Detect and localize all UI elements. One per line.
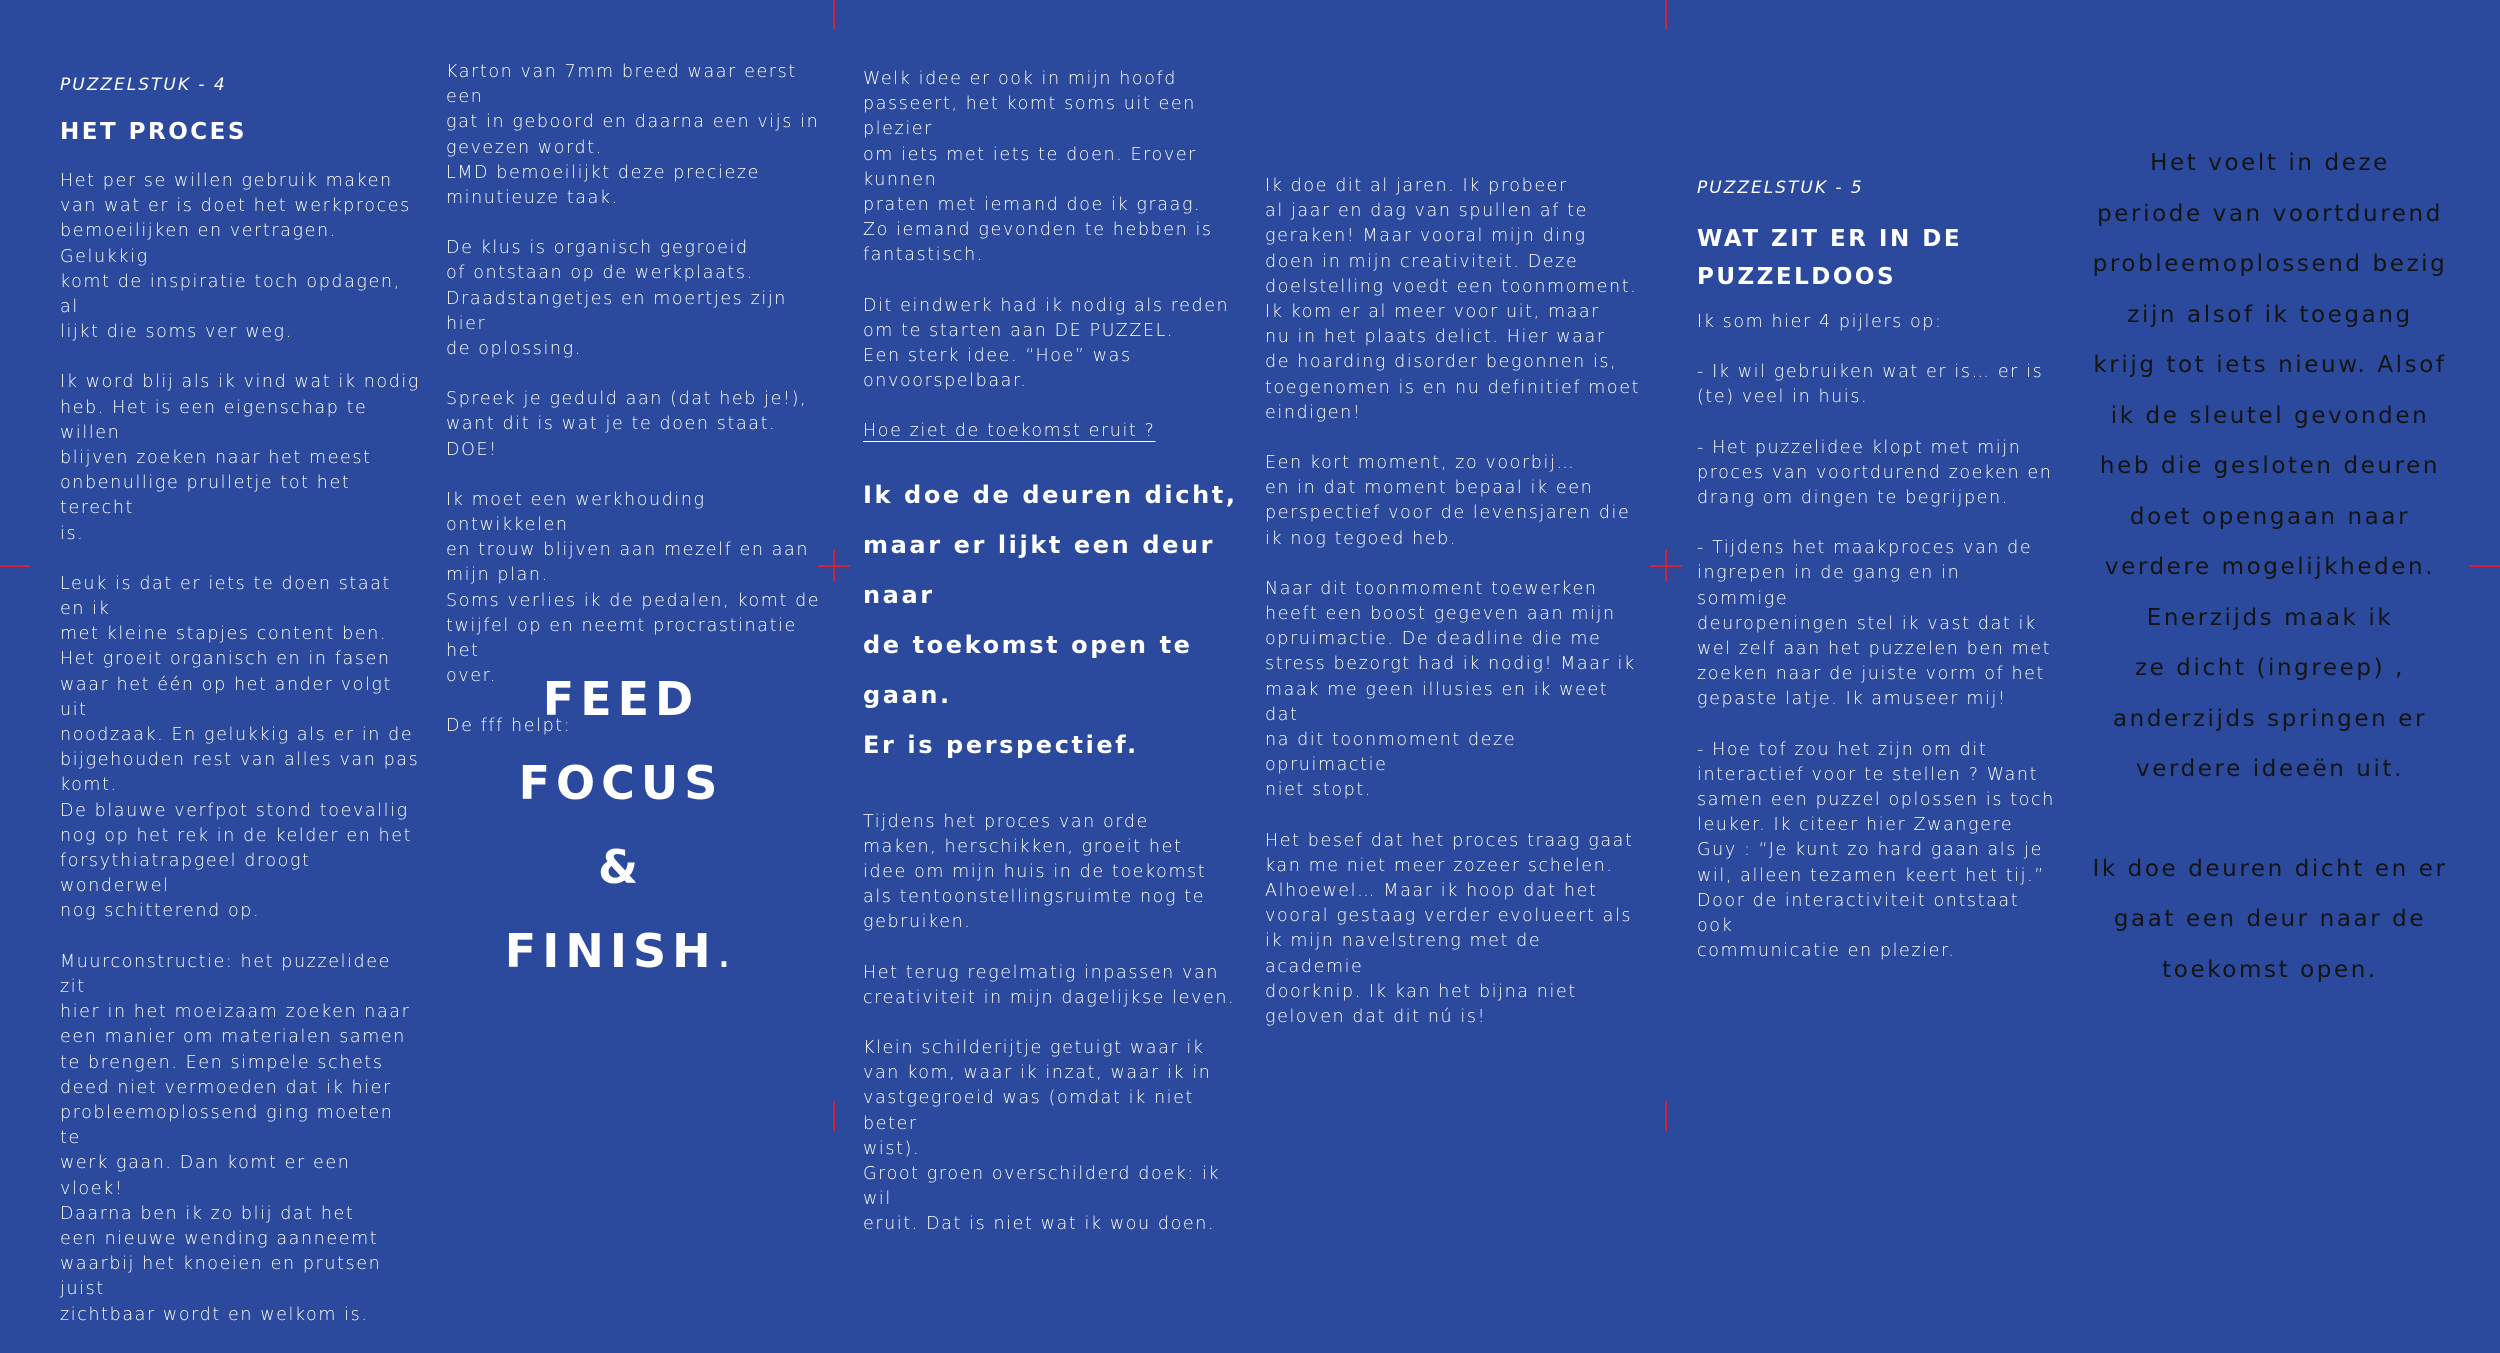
body-paragraph: Naar dit toonmoment toewerken heeft een boost gegeven aan mijn opruimactie. De deadline die me stress bezorgt had ik nodig! Maar ik maak me geen illusies en ik weet dat na dit toonmoment deze opruimactie niet stopt. xyxy=(1265,578,1636,801)
body-paragraph: Klein schilderijtje getuigt waar ik van kom, waar ik inzat, waar ik in vastgegroeid was (omdat ik niet beter wist). Groot groen overschilderd doek: ik wil eruit. Dat is niet wat ik wou doen. xyxy=(863,1038,1221,1235)
crop-mark xyxy=(1665,0,1667,30)
closing-quote: Het voelt in deze periode van voortdurend probleemoplossend bezig zijn alsof ik toegang krijg tot iets nieuw. Alsof ik de sleutel gevonden heb die gesloten deuren doet opengaan naar verdere mogelijkheden. Enerzijds maak ik ze dicht (ingreep) , anderzijds springen er verdere ideeën uit. xyxy=(2092,150,2448,782)
link-paragraph xyxy=(863,419,1243,444)
body-paragraph: De fff helpt: xyxy=(446,716,572,737)
body-paragraph: Een kort moment, zo voorbij… en in dat moment bepaal ik een perspectief voor de levensjaren die ik nog tegoed heb. xyxy=(1265,453,1631,549)
body-paragraph: Dit eindwerk had ik nodig als reden om te starten aan DE PUZZEL. Een sterk idee. “Hoe” was onvoorspelbaar. xyxy=(863,295,1230,392)
closing-quote: Ik doe deuren dicht en er gaat een deur naar de toekomst open. xyxy=(2092,855,2448,983)
column-5 xyxy=(1697,178,2057,989)
column-1 xyxy=(60,75,420,1353)
crop-mark xyxy=(833,0,835,30)
registration-mark xyxy=(1665,550,1667,582)
fff-word: FEED xyxy=(542,672,700,726)
body-paragraph: Ik doe dit al jaren. Ik probeer al jaar en dag van spullen af te geraken! Maar vooral mijn ding doen in mijn creativiteit. Deze doelstelling voedt een toonmoment. Ik kom er al meer voor uit, maar nu in het plaats delict. Hier waar de hoarding disorder begonnen is, toegenomen is en nu definitief moet eindigen! xyxy=(1265,176,1641,423)
body-paragraph: Welk idee er ook in mijn hoofd passeert, het komt soms uit een plezier om iets met iets te doen. Erover kunnen praten met iemand doe ik graag. Zo iemand gevonden te hebben is fantastisch. xyxy=(863,69,1213,266)
body-paragraph: Het besef dat het proces traag gaat kan me niet meer zozeer schelen. Alhoewel… Maar ik hoop dat het vooral gestaag verder evolueert als ik mijn navelstreng met de academie doorknip. Ik kan het bijna niet geloven dat dit nú is! xyxy=(1265,830,1634,1028)
fff-word: & xyxy=(597,840,645,894)
body-paragraph: - Hoe tof zou het zijn om dit interactief voor te stellen ? Want samen een puzzel oplossen is toch leuker. Ik citeer hier Zwangere Guy : “Je kunt zo hard gaan als je wil, alleen tezamen keert het tij.” Door de interactiviteit ontstaat ook communicatie en plezier. xyxy=(1697,739,2055,962)
crop-mark xyxy=(0,565,30,567)
body-paragraph: Karton van 7mm breed waar eerst een gat in geboord en daarna een vijs in gevezen wordt. LMD bemoeilijkt deze precieze minutieuze taak. xyxy=(446,62,820,209)
section-label: PUZZELSTUK - 4 xyxy=(60,75,227,95)
body-paragraph: Ik som hier 4 pijlers op: xyxy=(1697,312,1943,332)
fff-word-text: FINISH xyxy=(504,924,717,978)
fff-dot: . xyxy=(716,924,738,978)
fff-word: FOCUS xyxy=(518,756,724,810)
body-paragraph: De klus is organisch gegroeid of ontstaan op de werkplaats. Draadstangetjes en moertjes zijn hier de oplossing. xyxy=(446,238,787,360)
crop-mark xyxy=(1665,1101,1667,1131)
column-6 xyxy=(2070,138,2470,995)
body-paragraph: Ik moet een werkhouding ontwikkelen en trouw blijven aan mezelf en aan mijn plan. Soms verlies ik de pedalen, komt de twijfel op en neemt procrastinatie het over. xyxy=(446,489,821,687)
section-heading: HET PROCES xyxy=(60,119,247,145)
body-paragraph: Tijdens het proces van orde maken, herschikken, groeit het idee om mijn huis in de toekomst als tentoonstellingsruimte nog te gebruiken. xyxy=(863,811,1207,933)
column-4 xyxy=(1265,174,1645,1055)
section-heading: WAT ZIT ER IN DE PUZZELDOOS xyxy=(1697,226,1963,290)
body-paragraph: - Tijdens het maakproces van de ingrepen in de gang en in sommige deuropeningen stel ik vast dat ik wel zelf aan het puzzelen ben met zoeken naar de juiste vorm of het gepaste latje. Ik amuseer mij! xyxy=(1697,538,2052,710)
emphasis-statement: Ik doe de deuren dicht, maar er lijkt een deur naar de toekomst open te gaan. Er is perspectief. xyxy=(863,480,1238,759)
crop-mark xyxy=(2470,565,2500,567)
future-link[interactable]: Hoe ziet de toekomst eruit ? xyxy=(863,421,1156,442)
fff-word xyxy=(446,909,796,993)
body-paragraph: Het per se willen gebruik maken van wat er is doet het werkproces bemoeilijken en vertragen. Gelukkig komt de inspiratie toch opdagen, al lijkt die soms ver weg. xyxy=(60,171,411,343)
body-paragraph: Leuk is dat er iets te doen staat en ik met kleine stapjes content ben. Het groeit organisch en in fasen waar het één op het ander volgt uit noodzaak. En gelukkig als er in de bijgehouden rest van alles van pas komt. De blauwe verfpot stond toevallig nog op het rek in de kelder en het forsythiatrapgeel droogt wonderwel nog schitterend op. xyxy=(60,573,420,922)
body-paragraph: Het terug regelmatig inpassen van creativiteit in mijn dagelijkse leven. xyxy=(863,962,1236,1008)
body-paragraph: Spreek je geduld aan (dat heb je!), want dit is wat je te doen staat. DOE! xyxy=(446,389,808,460)
column-3 xyxy=(863,67,1243,1263)
fff-block xyxy=(446,657,796,993)
body-paragraph: Muurconstructie: het puzzelidee zit hier in het moeizaam zoeken naar een manier om materialen samen te brengen. Een simpele schets deed niet vermoeden dat ik hier probleemoplossend ging moeten te werk gaan. Dan komt er een vloek! Daarna ben ik zo blij dat het een nieuwe wending aanneemt waarbij het knoeien en prutsen juist zichtbaar wordt en welkom is. xyxy=(60,951,411,1325)
registration-mark xyxy=(833,550,835,582)
section-label: PUZZELSTUK - 5 xyxy=(1697,178,1864,198)
body-paragraph: - Het puzzelidee klopt met mijn proces van voortdurend zoeken en drang om dingen te begrijpen. xyxy=(1697,437,2053,509)
crop-mark xyxy=(833,1101,835,1131)
body-paragraph: Ik word blij als ik vind wat ik nodig heb. Het is een eigenschap te willen blijven zoeken naar het meest onbenullige prulletje tot het terecht is. xyxy=(60,372,420,544)
body-paragraph: - Ik wil gebruiken wat er is… er is (te) veel in huis. xyxy=(1697,362,2044,408)
